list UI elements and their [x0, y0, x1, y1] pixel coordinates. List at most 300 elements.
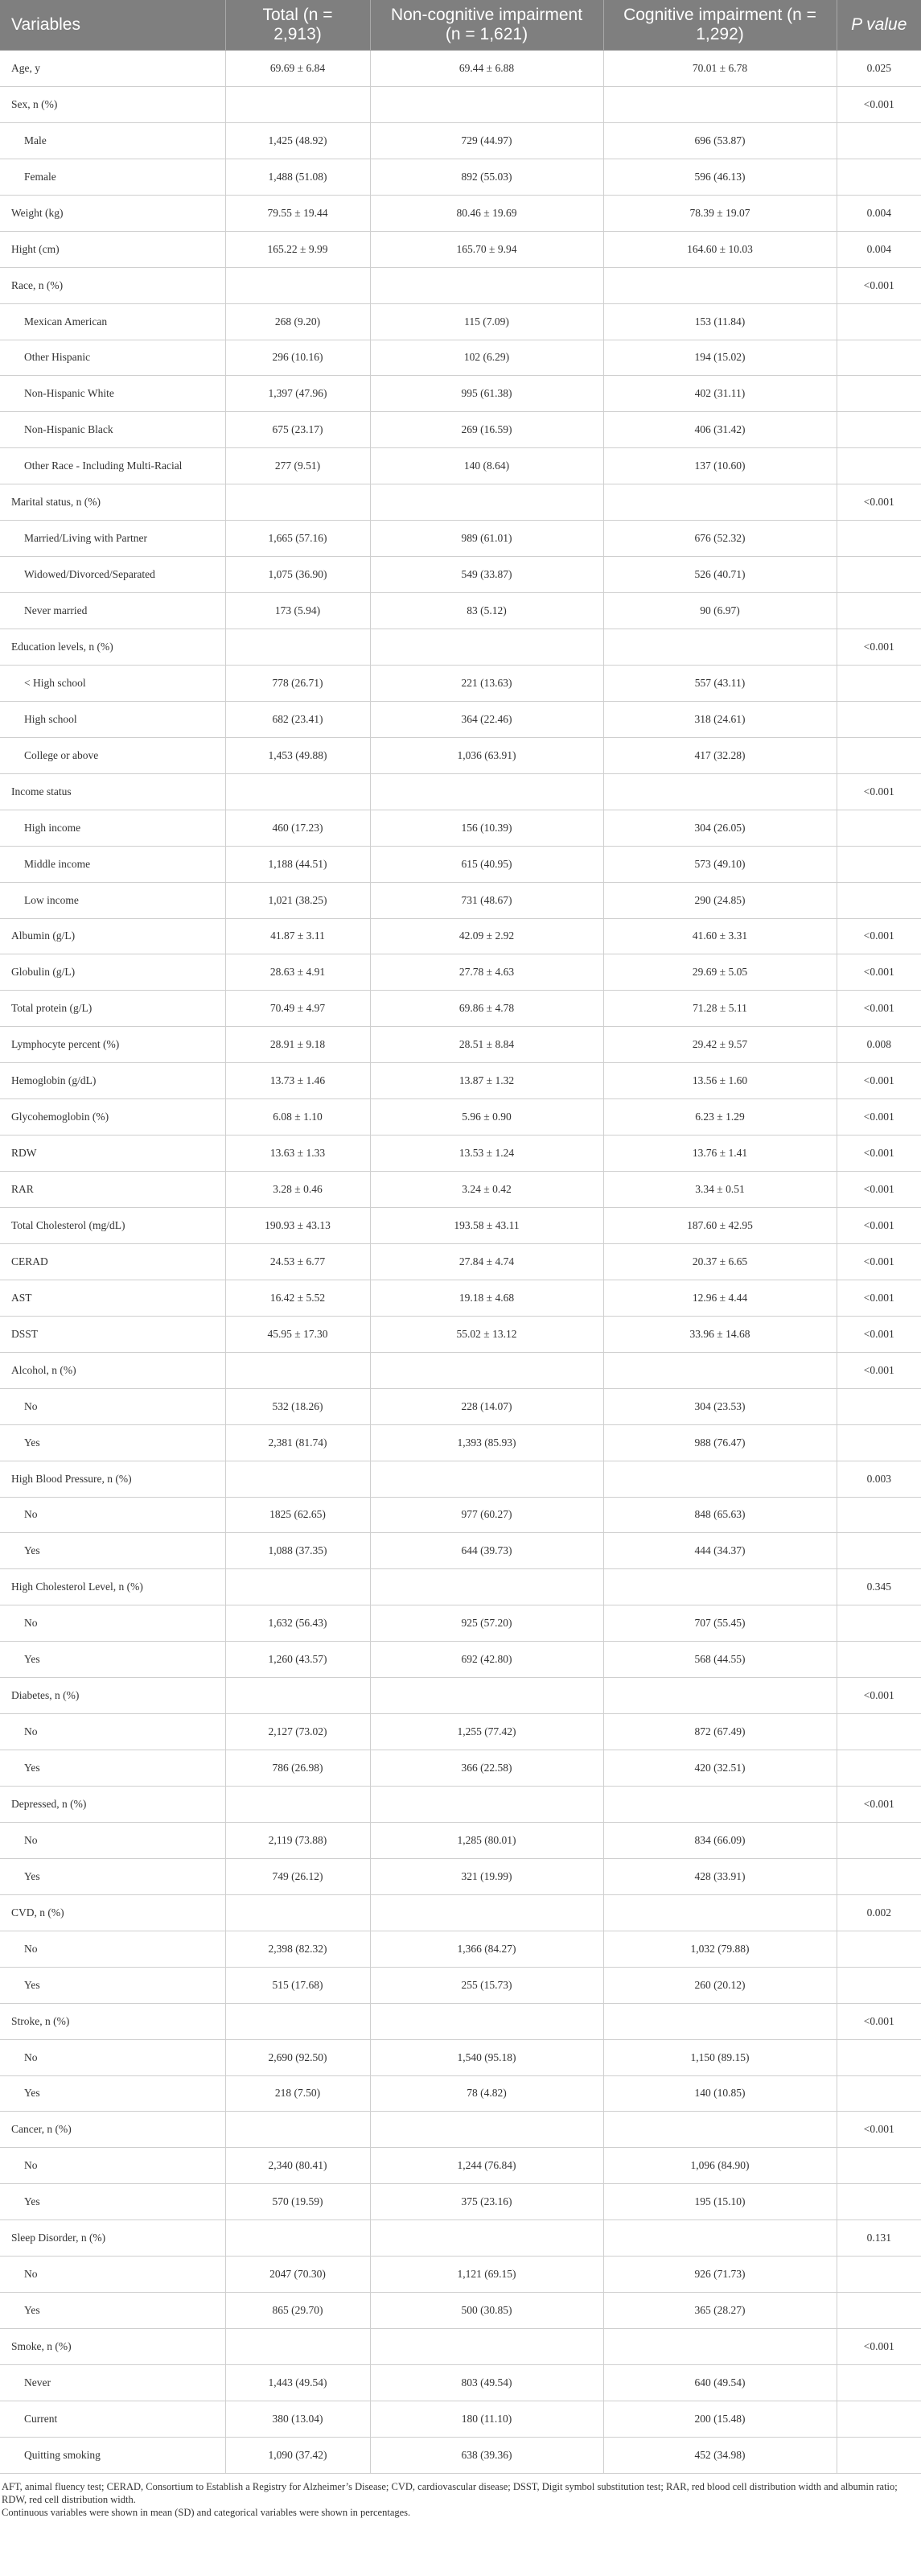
cell-variable: Never — [0, 2365, 225, 2401]
cell-cognitive: 140 (10.85) — [603, 2075, 837, 2112]
cell-total — [225, 1787, 370, 1823]
cell-cognitive: 260 (20.12) — [603, 1967, 837, 2003]
cell-variable: Male — [0, 122, 225, 159]
cell-cognitive: 33.96 ± 14.68 — [603, 1316, 837, 1352]
cell-total: 2,398 (82.32) — [225, 1931, 370, 1967]
cell-non-cognitive: 19.18 ± 4.68 — [370, 1280, 603, 1316]
cell-p-value: <0.001 — [837, 1316, 921, 1352]
cell-variable: No — [0, 1931, 225, 1967]
cell-p-value — [837, 701, 921, 737]
cell-total: 778 (26.71) — [225, 665, 370, 701]
cell-variable: Low income — [0, 882, 225, 918]
cell-non-cognitive — [370, 2329, 603, 2365]
cell-p-value — [837, 303, 921, 340]
cell-cognitive: 428 (33.91) — [603, 1858, 837, 1894]
cell-variable: No — [0, 1605, 225, 1642]
cell-non-cognitive: 69.44 ± 6.88 — [370, 51, 603, 87]
table-row — [0, 1714, 921, 1750]
cell-p-value — [837, 376, 921, 412]
table-row — [0, 1461, 921, 1497]
table-row — [0, 2257, 921, 2293]
cell-total: 268 (9.20) — [225, 303, 370, 340]
cell-non-cognitive: 644 (39.73) — [370, 1533, 603, 1569]
cell-non-cognitive: 892 (55.03) — [370, 159, 603, 195]
cell-cognitive: 526 (40.71) — [603, 557, 837, 593]
cell-total: 1,090 (37.42) — [225, 2437, 370, 2473]
cell-variable: Hemoglobin (g/dL) — [0, 1063, 225, 1099]
cell-total — [225, 1569, 370, 1605]
table-row — [0, 159, 921, 195]
table-row — [0, 846, 921, 882]
cell-non-cognitive: 228 (14.07) — [370, 1388, 603, 1424]
table-row — [0, 1388, 921, 1424]
cell-total — [225, 773, 370, 810]
cell-total: 2,119 (73.88) — [225, 1822, 370, 1858]
cell-total: 532 (18.26) — [225, 1388, 370, 1424]
cell-variable: High Blood Pressure, n (%) — [0, 1461, 225, 1497]
cell-p-value — [837, 1642, 921, 1678]
cell-variable: Income status — [0, 773, 225, 810]
cell-cognitive: 573 (49.10) — [603, 846, 837, 882]
cell-cognitive: 13.56 ± 1.60 — [603, 1063, 837, 1099]
cell-p-value — [837, 1605, 921, 1642]
cell-cognitive: 6.23 ± 1.29 — [603, 1099, 837, 1136]
cell-p-value: <0.001 — [837, 1787, 921, 1823]
cell-non-cognitive: 1,393 (85.93) — [370, 1424, 603, 1461]
table-row — [0, 810, 921, 846]
cell-p-value — [837, 1967, 921, 2003]
cell-variable: AST — [0, 1280, 225, 1316]
cell-cognitive: 70.01 ± 6.78 — [603, 51, 837, 87]
header-row — [0, 0, 921, 51]
cell-p-value — [837, 2039, 921, 2075]
cell-non-cognitive: 989 (61.01) — [370, 521, 603, 557]
cell-total — [225, 2329, 370, 2365]
cell-non-cognitive: 500 (30.85) — [370, 2293, 603, 2329]
cell-non-cognitive: 28.51 ± 8.84 — [370, 1027, 603, 1063]
cell-total: 41.87 ± 3.11 — [225, 918, 370, 954]
cell-total: 1,488 (51.08) — [225, 159, 370, 195]
cell-variable: Yes — [0, 1424, 225, 1461]
cell-non-cognitive: 995 (61.38) — [370, 376, 603, 412]
cell-p-value — [837, 2148, 921, 2184]
cell-p-value — [837, 1388, 921, 1424]
cell-cognitive: 1,150 (89.15) — [603, 2039, 837, 2075]
cell-non-cognitive — [370, 629, 603, 666]
cell-cognitive: 187.60 ± 42.95 — [603, 1208, 837, 1244]
cell-p-value — [837, 159, 921, 195]
cell-total: 1,188 (44.51) — [225, 846, 370, 882]
cell-total: 218 (7.50) — [225, 2075, 370, 2112]
cell-total: 675 (23.17) — [225, 412, 370, 448]
cell-cognitive: 78.39 ± 19.07 — [603, 195, 837, 231]
table-row — [0, 1858, 921, 1894]
cell-non-cognitive — [370, 1787, 603, 1823]
cell-cognitive: 137 (10.60) — [603, 448, 837, 484]
cell-total — [225, 267, 370, 303]
cell-p-value — [837, 1750, 921, 1787]
table-row — [0, 954, 921, 991]
cell-p-value: 0.004 — [837, 195, 921, 231]
cell-non-cognitive — [370, 2220, 603, 2257]
cell-variable: No — [0, 2148, 225, 2184]
cell-p-value: 0.131 — [837, 2220, 921, 2257]
cell-cognitive: 12.96 ± 4.44 — [603, 1280, 837, 1316]
cell-variable: Race, n (%) — [0, 267, 225, 303]
cell-cognitive — [603, 86, 837, 122]
cell-p-value: <0.001 — [837, 1099, 921, 1136]
cell-p-value: <0.001 — [837, 1208, 921, 1244]
cell-non-cognitive: 1,244 (76.84) — [370, 2148, 603, 2184]
cell-variable: Sleep Disorder, n (%) — [0, 2220, 225, 2257]
cell-non-cognitive — [370, 1678, 603, 1714]
cell-cognitive: 13.76 ± 1.41 — [603, 1136, 837, 1172]
cell-non-cognitive: 269 (16.59) — [370, 412, 603, 448]
cell-variable: Age, y — [0, 51, 225, 87]
table-row — [0, 2039, 921, 2075]
cell-cognitive — [603, 267, 837, 303]
table-row — [0, 1787, 921, 1823]
cell-variable: High Cholesterol Level, n (%) — [0, 1569, 225, 1605]
table-row — [0, 1280, 921, 1316]
cell-non-cognitive: 1,036 (63.91) — [370, 737, 603, 773]
cell-p-value: <0.001 — [837, 1280, 921, 1316]
cell-variable: Quitting smoking — [0, 2437, 225, 2473]
cell-variable: Other Race - Including Multi-Racial — [0, 448, 225, 484]
cell-p-value — [837, 810, 921, 846]
table-row — [0, 918, 921, 954]
cell-cognitive — [603, 1461, 837, 1497]
cell-total: 6.08 ± 1.10 — [225, 1099, 370, 1136]
cell-p-value: <0.001 — [837, 1172, 921, 1208]
table-row — [0, 2365, 921, 2401]
cell-p-value: <0.001 — [837, 954, 921, 991]
cell-total: 45.95 ± 17.30 — [225, 1316, 370, 1352]
cell-p-value: <0.001 — [837, 1243, 921, 1280]
cell-cognitive: 29.42 ± 9.57 — [603, 1027, 837, 1063]
cell-p-value — [837, 2293, 921, 2329]
cell-total: 28.63 ± 4.91 — [225, 954, 370, 991]
cell-cognitive: 640 (49.54) — [603, 2365, 837, 2401]
cell-total: 1,088 (37.35) — [225, 1533, 370, 1569]
cell-p-value: <0.001 — [837, 991, 921, 1027]
cell-p-value — [837, 737, 921, 773]
cell-cognitive: 1,096 (84.90) — [603, 2148, 837, 2184]
cell-cognitive — [603, 1894, 837, 1931]
cell-variable: Never married — [0, 593, 225, 629]
table-row — [0, 1605, 921, 1642]
table-row — [0, 51, 921, 87]
cell-total: 16.42 ± 5.52 — [225, 1280, 370, 1316]
table-row — [0, 882, 921, 918]
cell-non-cognitive — [370, 2112, 603, 2148]
cell-non-cognitive: 221 (13.63) — [370, 665, 603, 701]
table-row — [0, 412, 921, 448]
cell-variable: Yes — [0, 1858, 225, 1894]
table-row — [0, 376, 921, 412]
cell-non-cognitive: 3.24 ± 0.42 — [370, 1172, 603, 1208]
table-body — [0, 51, 921, 2474]
cell-cognitive: 20.37 ± 6.65 — [603, 1243, 837, 1280]
table-row — [0, 2184, 921, 2220]
cell-cognitive: 164.60 ± 10.03 — [603, 231, 837, 267]
cell-cognitive: 872 (67.49) — [603, 1714, 837, 1750]
cell-non-cognitive: 193.58 ± 43.11 — [370, 1208, 603, 1244]
cell-p-value — [837, 882, 921, 918]
table-row — [0, 1063, 921, 1099]
table-row — [0, 340, 921, 376]
table-row — [0, 1027, 921, 1063]
cell-non-cognitive — [370, 1894, 603, 1931]
cell-total: 277 (9.51) — [225, 448, 370, 484]
table-row — [0, 1533, 921, 1569]
cell-p-value: 0.002 — [837, 1894, 921, 1931]
cell-variable: CVD, n (%) — [0, 1894, 225, 1931]
cell-cognitive: 696 (53.87) — [603, 122, 837, 159]
cell-cognitive: 420 (32.51) — [603, 1750, 837, 1787]
table-row — [0, 2220, 921, 2257]
cell-non-cognitive: 925 (57.20) — [370, 1605, 603, 1642]
cell-cognitive: 988 (76.47) — [603, 1424, 837, 1461]
cell-variable: High income — [0, 810, 225, 846]
cell-cognitive — [603, 629, 837, 666]
cell-variable: Yes — [0, 1967, 225, 2003]
table-row — [0, 1208, 921, 1244]
table-row — [0, 1822, 921, 1858]
cell-cognitive: 200 (15.48) — [603, 2401, 837, 2437]
table-row — [0, 521, 921, 557]
cell-non-cognitive: 1,366 (84.27) — [370, 1931, 603, 1967]
cell-variable: No — [0, 1822, 225, 1858]
cell-p-value — [837, 557, 921, 593]
cell-variable: Smoke, n (%) — [0, 2329, 225, 2365]
cell-non-cognitive: 80.46 ± 19.69 — [370, 195, 603, 231]
cell-total: 28.91 ± 9.18 — [225, 1027, 370, 1063]
cell-cognitive: 318 (24.61) — [603, 701, 837, 737]
cell-cognitive — [603, 1678, 837, 1714]
cell-variable: < High school — [0, 665, 225, 701]
cell-p-value — [837, 448, 921, 484]
cell-non-cognitive: 615 (40.95) — [370, 846, 603, 882]
cell-variable: No — [0, 1497, 225, 1533]
cell-variable: Marital status, n (%) — [0, 484, 225, 521]
cell-p-value — [837, 2365, 921, 2401]
cell-variable: Glycohemoglobin (%) — [0, 1099, 225, 1136]
cell-total: 296 (10.16) — [225, 340, 370, 376]
cell-cognitive: 676 (52.32) — [603, 521, 837, 557]
cell-total: 786 (26.98) — [225, 1750, 370, 1787]
cell-cognitive: 29.69 ± 5.05 — [603, 954, 837, 991]
table-row — [0, 122, 921, 159]
cell-p-value: 0.004 — [837, 231, 921, 267]
cell-total: 2,690 (92.50) — [225, 2039, 370, 2075]
cell-cognitive — [603, 1569, 837, 1605]
table-row — [0, 1099, 921, 1136]
cell-non-cognitive: 1,540 (95.18) — [370, 2039, 603, 2075]
header-variables: Variables — [0, 0, 225, 51]
cell-total: 1825 (62.65) — [225, 1497, 370, 1533]
table-row — [0, 1894, 921, 1931]
cell-variable: Yes — [0, 1750, 225, 1787]
cell-variable: Albumin (g/L) — [0, 918, 225, 954]
cell-p-value: <0.001 — [837, 629, 921, 666]
cell-total: 749 (26.12) — [225, 1858, 370, 1894]
cell-cognitive: 3.34 ± 0.51 — [603, 1172, 837, 1208]
cell-cognitive: 194 (15.02) — [603, 340, 837, 376]
cell-variable: Non-Hispanic White — [0, 376, 225, 412]
table-row — [0, 1967, 921, 2003]
cell-p-value — [837, 2075, 921, 2112]
cell-p-value: <0.001 — [837, 1678, 921, 1714]
cell-cognitive: 365 (28.27) — [603, 2293, 837, 2329]
cell-total: 70.49 ± 4.97 — [225, 991, 370, 1027]
cell-non-cognitive: 180 (11.10) — [370, 2401, 603, 2437]
cell-total: 1,397 (47.96) — [225, 376, 370, 412]
cell-p-value — [837, 2437, 921, 2473]
table-row — [0, 267, 921, 303]
cell-total: 165.22 ± 9.99 — [225, 231, 370, 267]
cell-total — [225, 86, 370, 122]
cell-non-cognitive: 692 (42.80) — [370, 1642, 603, 1678]
cell-non-cognitive: 549 (33.87) — [370, 557, 603, 593]
cell-total: 2047 (70.30) — [225, 2257, 370, 2293]
cell-cognitive: 444 (34.37) — [603, 1533, 837, 1569]
cell-non-cognitive: 102 (6.29) — [370, 340, 603, 376]
footnote-text: AFT, animal fluency test; CERAD, Consortium to Establish a Registry for Alzheimer’s Disease; CVD, cardiovascular disease; DSST, Digit symbol substitution test; RAR, red blood cell distribution width and albumin ratio; RDW, red cell distribution width. — [2, 2480, 898, 2505]
cell-non-cognitive — [370, 484, 603, 521]
cell-total — [225, 484, 370, 521]
cell-variable: Yes — [0, 1533, 225, 1569]
cell-variable: Depressed, n (%) — [0, 1787, 225, 1823]
cell-total: 865 (29.70) — [225, 2293, 370, 2329]
table-footnotes — [0, 2474, 921, 2519]
cell-p-value — [837, 1714, 921, 1750]
cell-variable: Sex, n (%) — [0, 86, 225, 122]
cell-total: 682 (23.41) — [225, 701, 370, 737]
table-row — [0, 1136, 921, 1172]
cell-cognitive — [603, 2220, 837, 2257]
table-row — [0, 1678, 921, 1714]
table-row — [0, 701, 921, 737]
cell-p-value — [837, 122, 921, 159]
cell-total: 24.53 ± 6.77 — [225, 1243, 370, 1280]
cell-non-cognitive: 55.02 ± 13.12 — [370, 1316, 603, 1352]
cell-non-cognitive: 255 (15.73) — [370, 1967, 603, 2003]
cell-p-value: <0.001 — [837, 918, 921, 954]
table-row — [0, 1750, 921, 1787]
cell-variable: Total protein (g/L) — [0, 991, 225, 1027]
cell-p-value — [837, 521, 921, 557]
cell-variable: Lymphocyte percent (%) — [0, 1027, 225, 1063]
cell-total — [225, 2003, 370, 2039]
cell-variable: No — [0, 2039, 225, 2075]
cell-total: 380 (13.04) — [225, 2401, 370, 2437]
cell-non-cognitive: 1,285 (80.01) — [370, 1822, 603, 1858]
cell-total: 2,127 (73.02) — [225, 1714, 370, 1750]
cell-non-cognitive — [370, 1352, 603, 1388]
cell-total: 2,381 (81.74) — [225, 1424, 370, 1461]
cell-variable: Alcohol, n (%) — [0, 1352, 225, 1388]
cell-non-cognitive — [370, 1569, 603, 1605]
cell-total — [225, 1894, 370, 1931]
cell-non-cognitive: 803 (49.54) — [370, 2365, 603, 2401]
cell-non-cognitive: 366 (22.58) — [370, 1750, 603, 1787]
cell-cognitive: 304 (23.53) — [603, 1388, 837, 1424]
cell-variable: Married/Living with Partner — [0, 521, 225, 557]
cell-cognitive — [603, 773, 837, 810]
cell-p-value — [837, 1424, 921, 1461]
cell-non-cognitive — [370, 267, 603, 303]
cell-total: 79.55 ± 19.44 — [225, 195, 370, 231]
cell-non-cognitive: 977 (60.27) — [370, 1497, 603, 1533]
cell-total: 1,021 (38.25) — [225, 882, 370, 918]
header-cognitive-impairment: Cognitive impairment (n = 1,292) — [603, 0, 837, 51]
cell-total: 190.93 ± 43.13 — [225, 1208, 370, 1244]
table-row — [0, 2112, 921, 2148]
cell-p-value: <0.001 — [837, 773, 921, 810]
cell-total: 515 (17.68) — [225, 1967, 370, 2003]
table-row — [0, 2293, 921, 2329]
cell-variable: Non-Hispanic Black — [0, 412, 225, 448]
cell-p-value — [837, 846, 921, 882]
cell-variable: Mexican American — [0, 303, 225, 340]
cell-total: 69.69 ± 6.84 — [225, 51, 370, 87]
cell-non-cognitive: 638 (39.36) — [370, 2437, 603, 2473]
table-row — [0, 1243, 921, 1280]
cell-cognitive: 568 (44.55) — [603, 1642, 837, 1678]
cell-cognitive: 834 (66.09) — [603, 1822, 837, 1858]
table-row — [0, 2329, 921, 2365]
cell-p-value: <0.001 — [837, 2329, 921, 2365]
table-row — [0, 231, 921, 267]
cell-non-cognitive — [370, 773, 603, 810]
cell-variable: Yes — [0, 2075, 225, 2112]
cell-variable: Yes — [0, 2293, 225, 2329]
cell-non-cognitive: 729 (44.97) — [370, 122, 603, 159]
cell-cognitive: 557 (43.11) — [603, 665, 837, 701]
cell-cognitive — [603, 484, 837, 521]
cell-p-value — [837, 1931, 921, 1967]
cell-total — [225, 629, 370, 666]
table-row — [0, 2003, 921, 2039]
cell-p-value: <0.001 — [837, 1136, 921, 1172]
cell-variable: Female — [0, 159, 225, 195]
table-row — [0, 1172, 921, 1208]
cell-cognitive — [603, 2003, 837, 2039]
table-row — [0, 1424, 921, 1461]
footnote-text: Continuous variables were shown in mean (SD) and categorical variables were shown in percentages. — [2, 2506, 411, 2518]
cell-total: 1,453 (49.88) — [225, 737, 370, 773]
cell-cognitive — [603, 1352, 837, 1388]
cell-non-cognitive: 27.78 ± 4.63 — [370, 954, 603, 991]
table-row — [0, 593, 921, 629]
cell-p-value — [837, 1533, 921, 1569]
table-row — [0, 448, 921, 484]
cell-p-value — [837, 593, 921, 629]
cell-non-cognitive — [370, 86, 603, 122]
cell-variable: Middle income — [0, 846, 225, 882]
cell-cognitive: 926 (71.73) — [603, 2257, 837, 2293]
cell-non-cognitive: 27.84 ± 4.74 — [370, 1243, 603, 1280]
cell-non-cognitive: 115 (7.09) — [370, 303, 603, 340]
table-row — [0, 665, 921, 701]
table-row — [0, 1497, 921, 1533]
header-total: Total (n = 2,913) — [225, 0, 370, 51]
cell-total — [225, 1678, 370, 1714]
cell-non-cognitive: 83 (5.12) — [370, 593, 603, 629]
cell-p-value: <0.001 — [837, 2003, 921, 2039]
table-row — [0, 1642, 921, 1678]
